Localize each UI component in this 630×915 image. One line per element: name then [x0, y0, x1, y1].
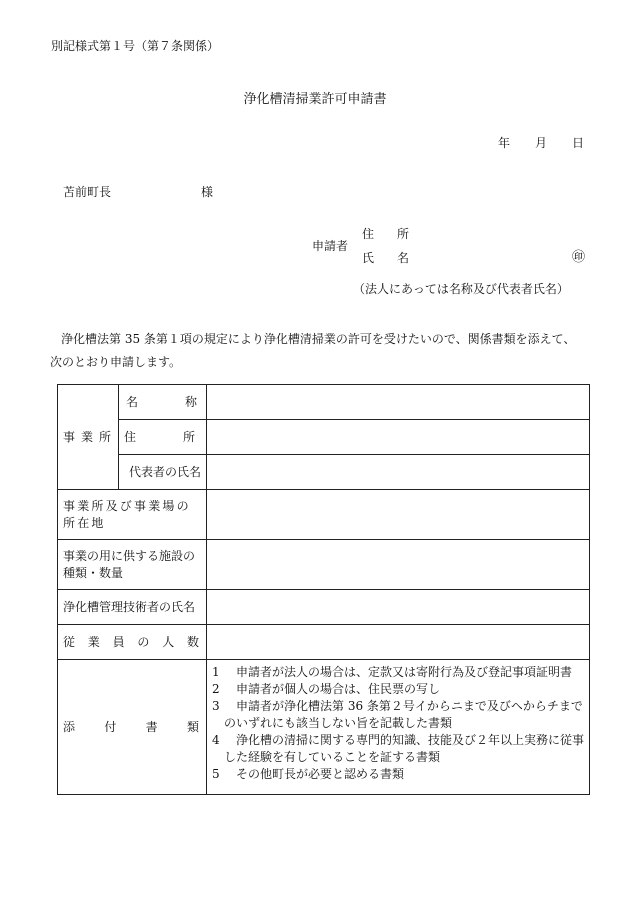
office-label-cell: 事 業 所 [58, 385, 119, 490]
office-address-field[interactable] [207, 420, 590, 455]
list-item: 2 申請者が個人の場合は、住民票の写し [212, 682, 441, 696]
table-row [58, 590, 590, 625]
manager-label: 浄化槽管理技術者の氏名 [58, 590, 207, 625]
table-row [58, 660, 590, 795]
table-row [58, 455, 590, 490]
location-label: 事業所及び事業場の 所在地 [58, 490, 207, 540]
addressee-honorific: 様 [201, 185, 214, 199]
table-row [58, 420, 590, 455]
attachments-list [207, 660, 590, 795]
date-day: 日 [571, 136, 584, 150]
list-item-continuation: のいずれにも該当しない旨を記載した書類 [224, 716, 453, 730]
list-item: 1 申請者が法人の場合は、定款又は寄附行為及び登記事項証明書 [212, 665, 573, 679]
application-table [57, 384, 590, 795]
list-item: 5 その他町長が必要と認める書類 [212, 767, 405, 781]
applicant-note: （法人にあっては名称及び代表者氏名） [353, 282, 569, 296]
date-line [498, 137, 584, 149]
office-name-field[interactable] [207, 385, 590, 420]
table-row [58, 540, 590, 590]
applicant-label: 申請者 [312, 239, 349, 253]
attachments-label: 添 付 書 類 [58, 660, 207, 795]
facility-label: 事業の用に供する施設の 種類・数量 [58, 540, 207, 590]
list-item: 4 浄化槽の清掃に関する専門的知識、技能及び２年以上実務に従事 [212, 733, 585, 747]
body-text-line1: 浄化槽法第 35 条第１項の規定により浄化槽清掃業の許可を受けたいので、関係書類を添えて、 [61, 332, 576, 346]
employee-count-label: 従 業 員 の 人 数 [58, 625, 207, 660]
page-title: 浄化槽清掃業許可申請書 [243, 92, 387, 107]
body-text-line2: 次のとおり申請します。 [50, 355, 182, 369]
table-row [58, 385, 590, 420]
table-row [58, 490, 590, 540]
table-row [58, 625, 590, 660]
addressee-name: 苫前町長 [63, 185, 112, 199]
manager-field[interactable] [207, 590, 590, 625]
location-field[interactable] [207, 490, 590, 540]
office-rep-name-field[interactable] [207, 455, 590, 490]
facility-field[interactable] [207, 540, 590, 590]
list-item-continuation: した経験を有していることを証する書類 [224, 750, 441, 764]
form-number: 別記様式第１号（第７条関係） [51, 39, 220, 53]
date-month: 月 [534, 136, 547, 150]
office-rep-name-label: 代表者の氏名 [119, 455, 207, 490]
seal-mark: ㊞ [572, 250, 586, 265]
office-address-label: 住 所 [119, 420, 207, 455]
office-name-label: 名 称 [119, 385, 207, 420]
applicant-name-label: 氏 名 [362, 251, 409, 265]
applicant-address-label: 住 所 [362, 227, 409, 241]
list-item: 3 申請者が浄化槽法第 36 条第２号イからニまで及びヘからチまで [212, 699, 583, 713]
date-year: 年 [498, 136, 511, 150]
employee-count-field[interactable] [207, 625, 590, 660]
